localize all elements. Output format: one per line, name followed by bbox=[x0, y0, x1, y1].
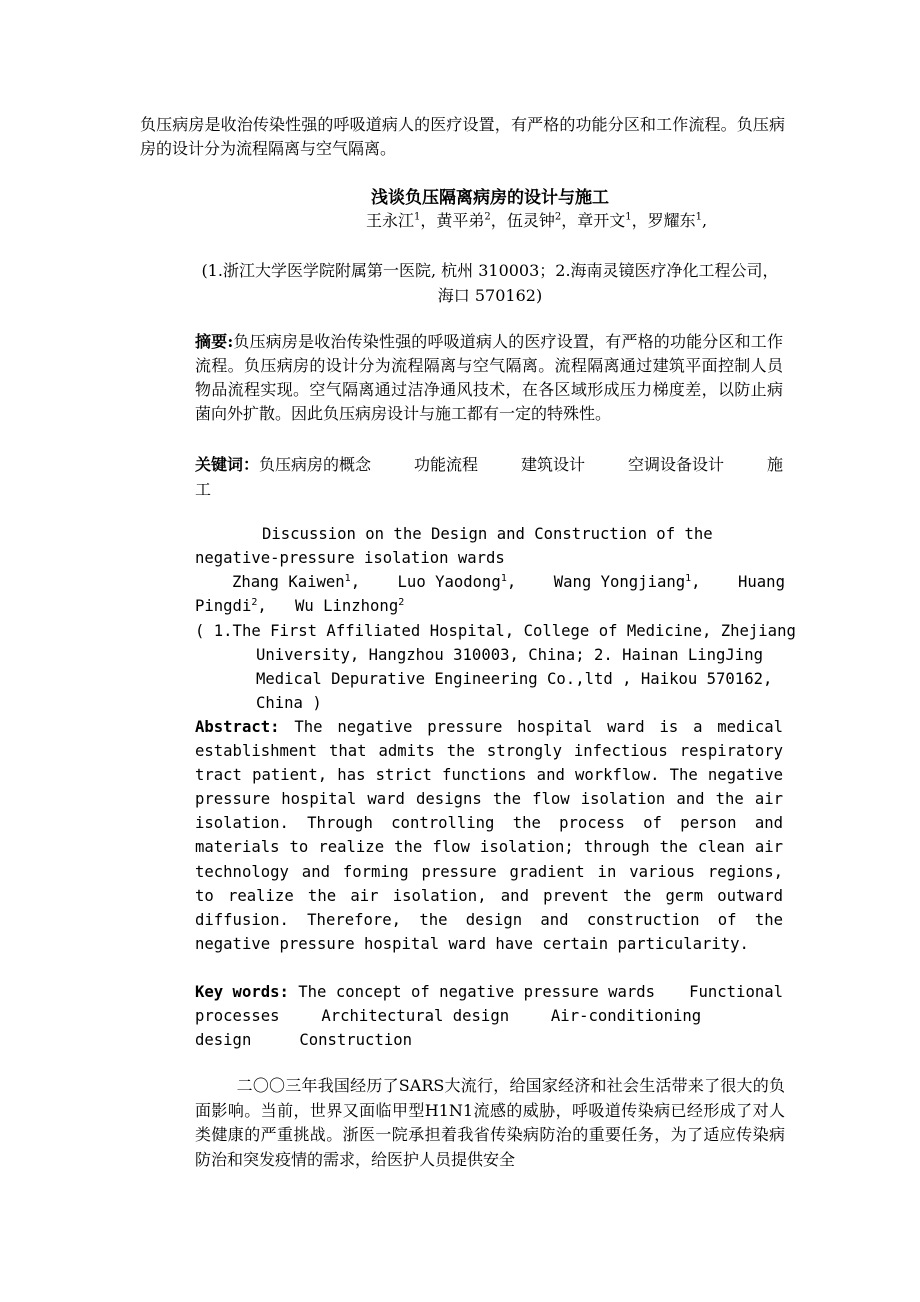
title-en-line: Discussion on the Design and Construction of the bbox=[262, 525, 713, 543]
keyword-item: Functional bbox=[689, 983, 783, 1001]
abstract-label-en: Abstract: bbox=[195, 718, 280, 736]
author-affiliation-mark: 1 bbox=[685, 572, 692, 584]
keyword-item: Construction bbox=[299, 1031, 413, 1050]
author-name: Huang bbox=[738, 573, 785, 591]
author-affiliation-mark: 2 bbox=[398, 596, 405, 608]
author-affiliation-mark: 2 bbox=[251, 596, 258, 608]
author-name: Luo Yaodong bbox=[397, 573, 501, 591]
keyword-item: The concept of negative pressure wards bbox=[298, 983, 656, 1001]
keyword-item: design bbox=[195, 1031, 252, 1050]
author-list-cn: 王永江$^1$，黄平弟$^2$，伍灵钟$^2$，章开文$^1$，罗耀东$^1$, bbox=[366, 211, 708, 230]
author-name: 章开文 bbox=[577, 211, 626, 230]
author-affiliation-mark: 2 bbox=[484, 211, 491, 223]
affiliation-en-line: Medical Depurative Engineering Co.,ltd , Haikou 570162, bbox=[256, 670, 773, 689]
affiliation-en bbox=[195, 619, 796, 715]
author-affiliation-mark: 1 bbox=[414, 211, 421, 223]
keyword-item: Air-conditioning bbox=[550, 1007, 702, 1026]
paper-title-en bbox=[195, 522, 785, 570]
keyword-item: 建筑设计 bbox=[520, 455, 585, 474]
keyword-item: 负压病房的概念 bbox=[259, 455, 372, 474]
paper-title-cn: 浅谈负压隔离病房的设计与施工 bbox=[371, 188, 609, 208]
abstract-text-cn: 负压病房是收治传染性强的呼吸道病人的医疗设置，有严格的功能分区和工作流程。负压病房的设计分为流程隔离与空气隔离。流程隔离通过建筑平面控制人员物品流程实现。空气隔离通过洁净通风技术，在各区域形成压力梯度差，以防止病菌向外扩散。因此负压病房设计与施工都有一定的特殊性。 bbox=[195, 332, 783, 423]
intro-paragraph: 负压病房是收治传染性强的呼吸道病人的医疗设置，有严格的功能分区和工作流程。负压病房的设计分为流程隔离与空气隔离。 bbox=[140, 115, 785, 158]
author-name: Zhang Kaiwen bbox=[232, 573, 345, 591]
author-name: 伍灵钟 bbox=[506, 211, 555, 230]
keyword-item: processes bbox=[195, 1007, 280, 1026]
abstract-text-en: The negative pressure hospital ward is a medical establishment that admits the strongly infectious respiratory tract patient, has strict functions and workflow. The negative pressure hospital ward designs the flow isolation and the air isolation. Through controlling the process of person and materials to realize the flow isolation; through the clean air technology and forming pressure gradient in various regions, to realize the air isolation, and prevent the germ outward diffusion. Therefore, the design and construction of the negative pressure hospital ward have certain particularity. bbox=[195, 718, 783, 953]
author-name: 黄平弟 bbox=[436, 211, 485, 230]
affiliation-cn: (1.浙江大学医学院附属第一医院, 杭州 310003；2.海南灵镜医疗净化工程公司，海口 570162) bbox=[201, 261, 779, 305]
keyword-item: Architectural design bbox=[321, 1007, 510, 1026]
keywords-en bbox=[195, 980, 783, 1052]
author-affiliation-mark: 1 bbox=[344, 572, 351, 584]
author-affiliation-mark: 1 bbox=[695, 211, 703, 223]
author-affiliation-mark: 2 bbox=[554, 211, 562, 223]
keywords-label-cn: 关键词： bbox=[195, 455, 260, 474]
keyword-item: 功能流程 bbox=[414, 455, 479, 474]
author-list-en: Zhang Kaiwen$^1$, Luo Yaodong$^1$, Wang Yongjiang$^1$, Huang Pingdi$^2$, Wu Linzhong$^2$ bbox=[195, 570, 785, 618]
abstract-en bbox=[195, 715, 783, 956]
affiliation-en-line: ( 1.The First Affiliated Hospital, College of Medicine, Zhejiang bbox=[195, 622, 796, 640]
author-affiliation-mark: 1 bbox=[625, 211, 632, 223]
affiliation-en-line: University, Hangzhou 310003, China; 2. Hainan LingJing bbox=[256, 646, 763, 665]
keyword-item: 工 bbox=[195, 480, 212, 499]
keywords-label-en: Key words: bbox=[195, 983, 289, 1001]
body-paragraph: 二〇〇三年我国经历了SARS大流行，给国家经济和社会生活带来了很大的负面影响。当前，世界又面临甲型H1N1流感的威胁，呼吸道传染病已经形成了对人类健康的严重挑战。浙医一院承担着我省传染病防治的重要任务，为了适应传染病防治和突发疫情的需求，给医护人员提供安全 bbox=[195, 1076, 785, 1169]
keyword-item: 空调设备设计 bbox=[627, 455, 724, 474]
keywords-cn bbox=[195, 452, 783, 502]
author-name: 罗耀东 bbox=[647, 211, 696, 230]
abstract-cn bbox=[195, 330, 783, 426]
abstract-label-cn: 摘要: bbox=[195, 332, 234, 351]
author-name: Pingdi bbox=[195, 597, 252, 616]
author-name: Wu Linzhong bbox=[294, 597, 399, 616]
affiliation-en-line: China ) bbox=[256, 694, 322, 713]
keyword-item: 施 bbox=[766, 455, 783, 474]
author-name: 王永江 bbox=[366, 211, 415, 230]
author-name: Wang Yongjiang bbox=[553, 573, 686, 591]
author-affiliation-mark: 1 bbox=[500, 572, 507, 584]
title-en-line: negative-pressure isolation wards bbox=[195, 549, 505, 568]
